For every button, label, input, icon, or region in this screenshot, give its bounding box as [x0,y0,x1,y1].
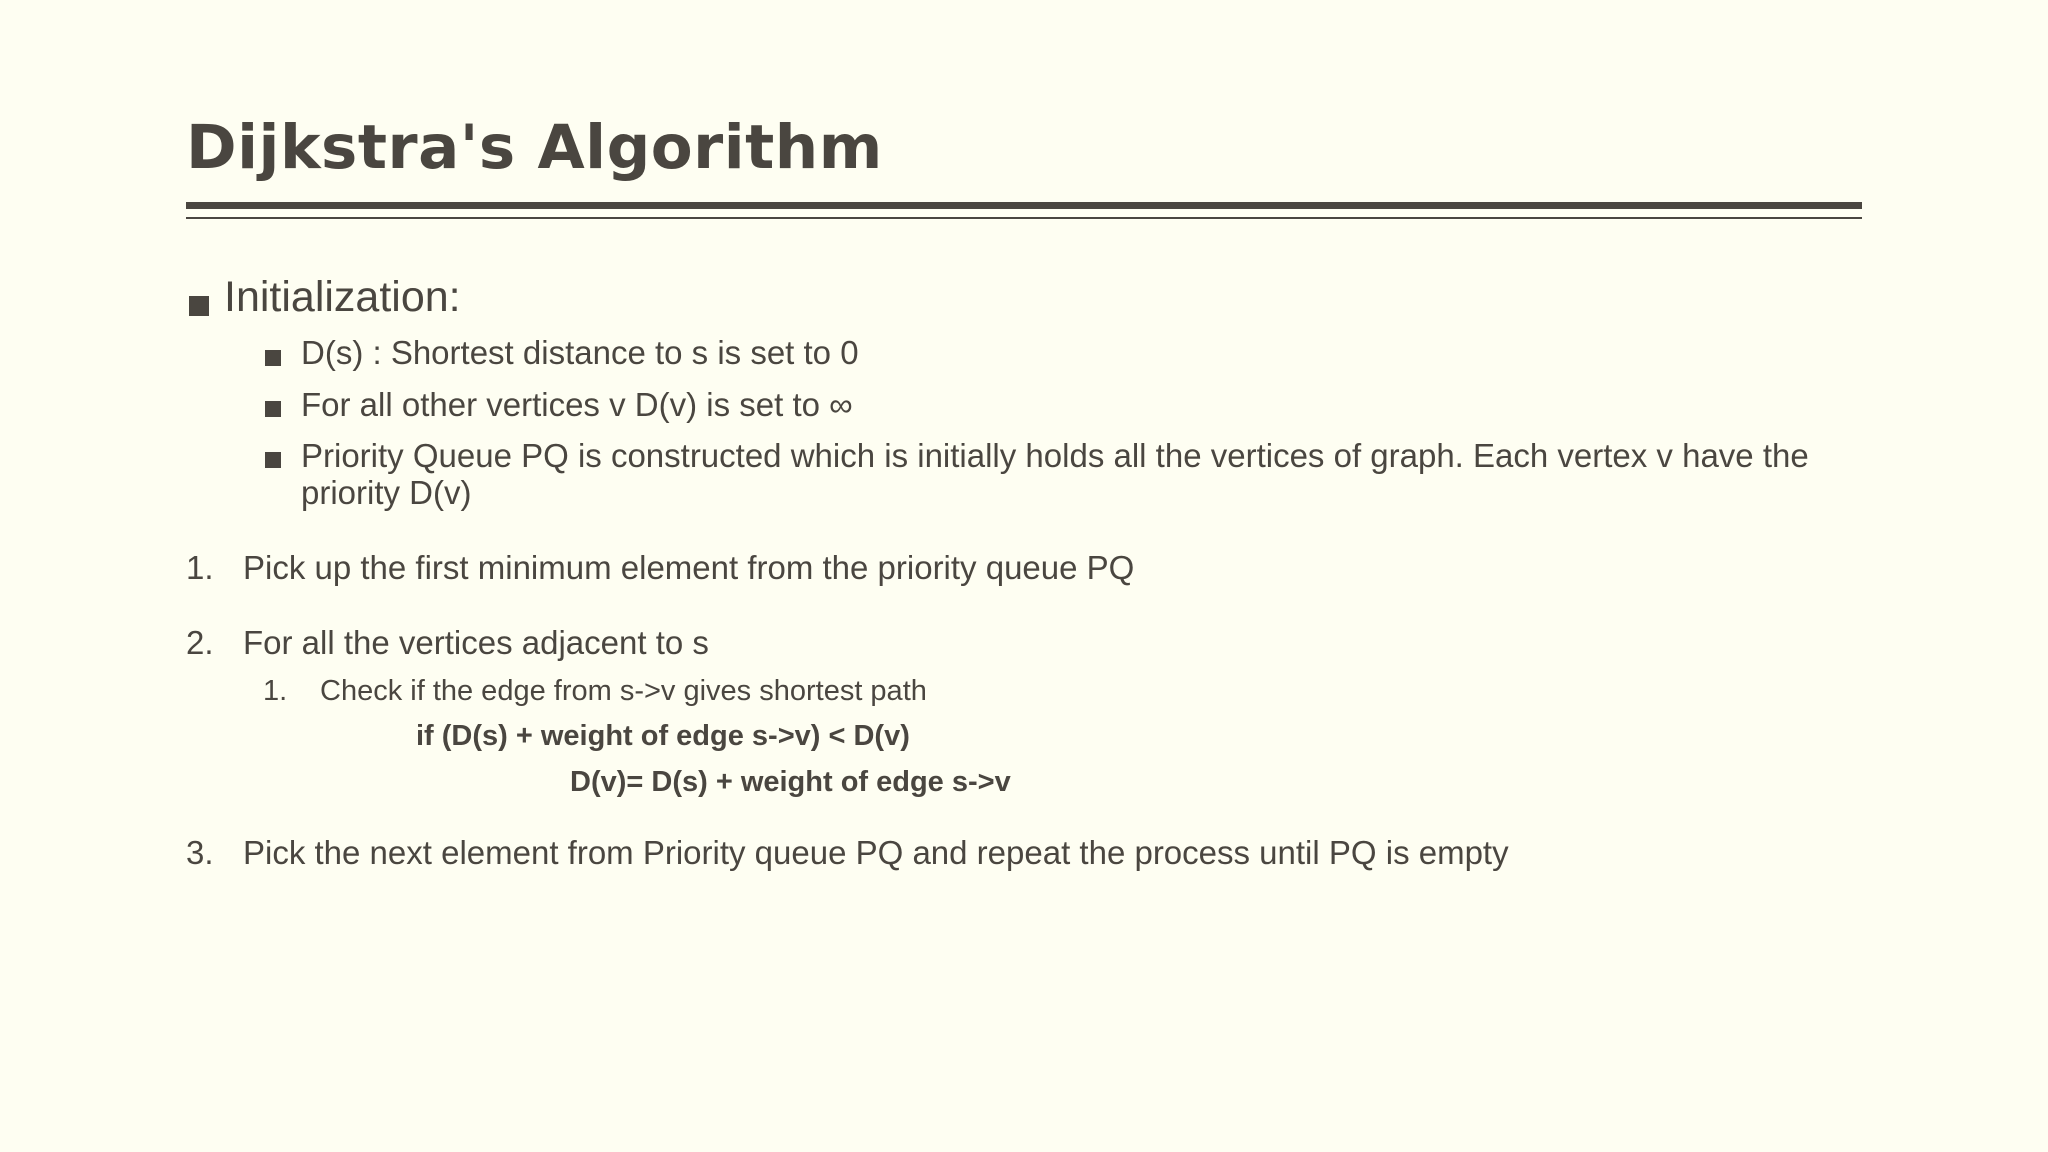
substep-text: Check if the edge from s->v gives shortest path [320,675,927,707]
square-bullet-icon [189,296,209,316]
square-bullet-icon [265,452,281,468]
title-rule-thick [186,202,1862,209]
init-item-3-cont: priority D(v) [301,474,472,511]
step-3-number: 3. [186,834,214,871]
substep-number: 1. [263,675,288,707]
init-item-2: For all other vertices v D(v) is set to ∞ [301,386,853,423]
code-line-1: if (D(s) + weight of edge s->v) < D(v) [416,720,910,752]
init-heading: Initialization: [224,273,461,321]
step-2-number: 2. [186,624,214,661]
square-bullet-icon [265,350,281,366]
step-1-number: 1. [186,549,214,586]
code-line-2: D(v)= D(s) + weight of edge s->v [570,766,1011,798]
step-3-text: Pick the next element from Priority queue PQ and repeat the process until PQ is empty [243,834,1509,871]
title-rule-thin [186,217,1862,219]
square-bullet-icon [265,401,281,417]
init-item-3: Priority Queue PQ is constructed which is initially holds all the vertices of graph. Each vertex v have the [301,437,1809,474]
slide-title: Dijkstra's Algorithm [186,112,883,183]
init-item-1: D(s) : Shortest distance to s is set to 0 [301,334,859,371]
step-1-text: Pick up the first minimum element from the priority queue PQ [243,549,1135,586]
step-2-text: For all the vertices adjacent to s [243,624,709,661]
